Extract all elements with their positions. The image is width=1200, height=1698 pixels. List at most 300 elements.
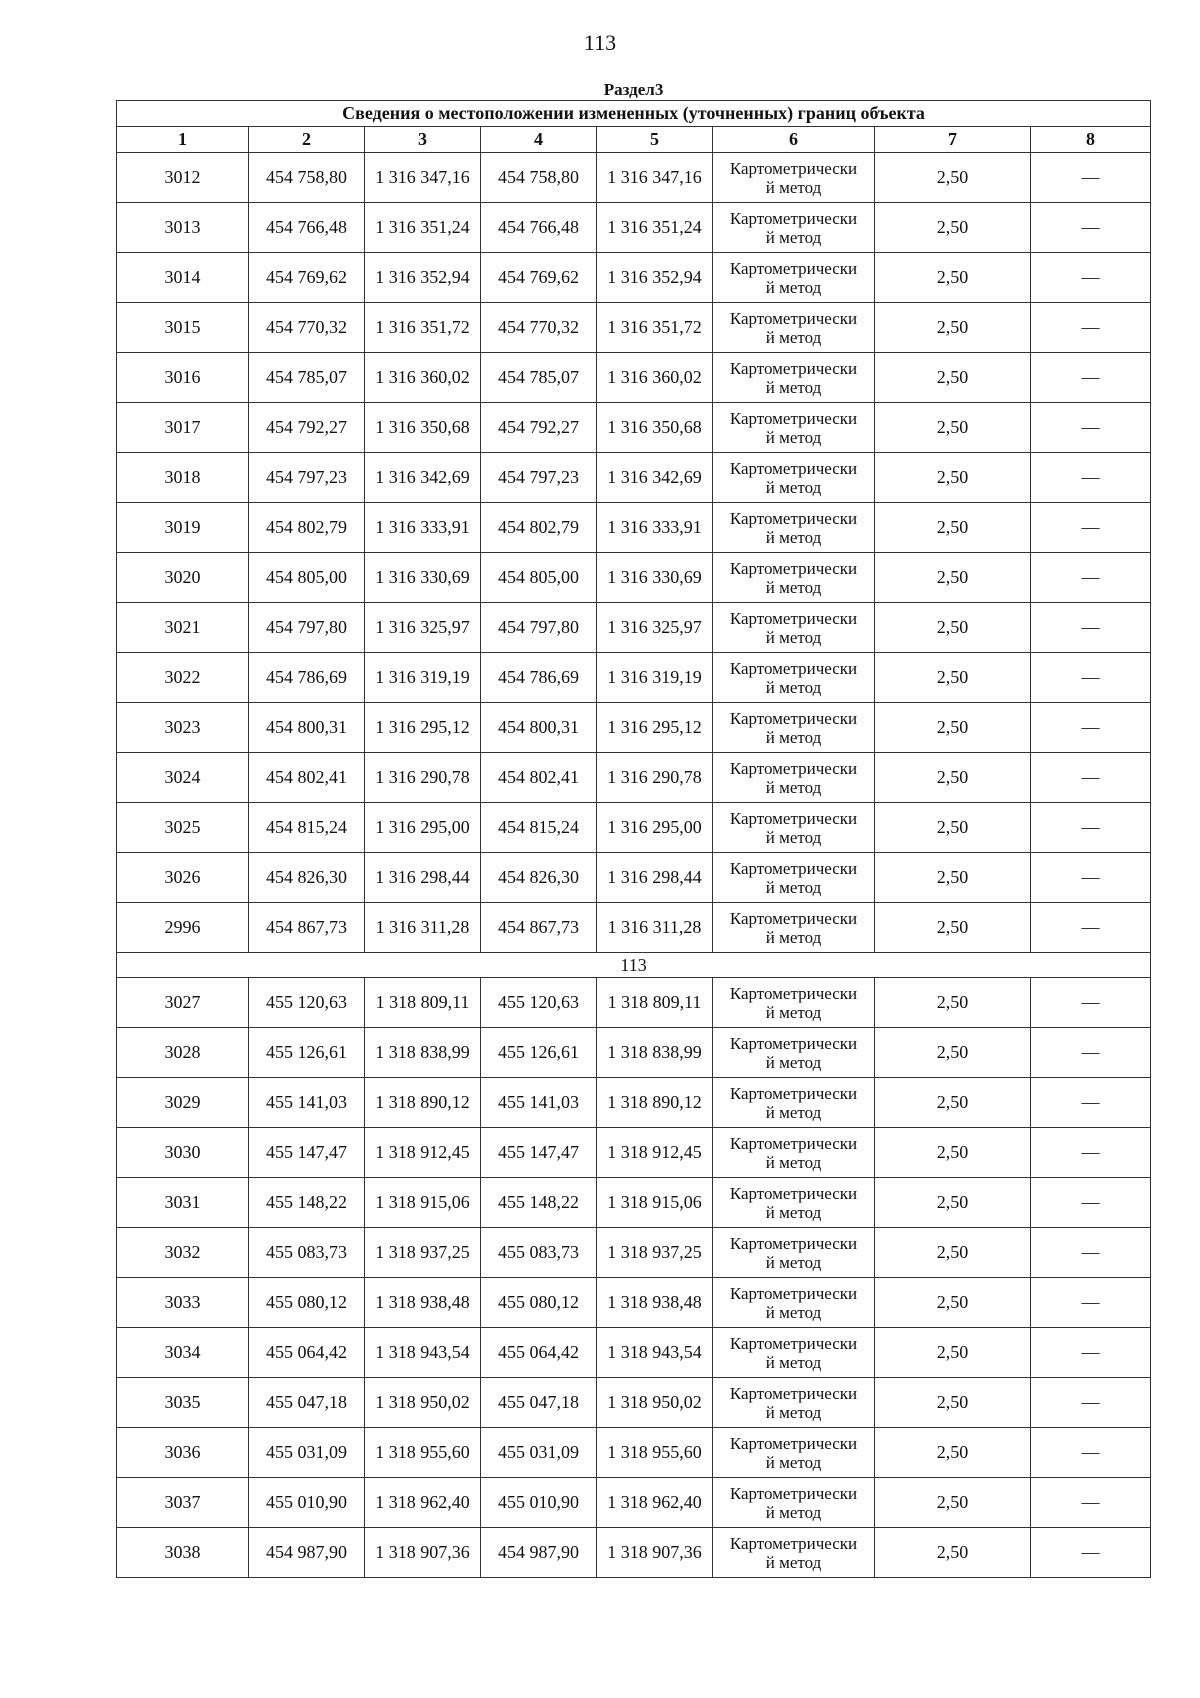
- y-refined-cell: 1 316 290,78: [597, 753, 713, 803]
- table-row: [117, 203, 1151, 253]
- accuracy-cell: 2,50: [875, 1328, 1031, 1378]
- description-cell: —: [1031, 403, 1151, 453]
- table-row: [117, 978, 1151, 1028]
- method-line: й метод: [765, 1452, 822, 1472]
- y-existing-cell: 1 316 351,72: [365, 303, 481, 353]
- point-number-cell: 3034: [117, 1328, 249, 1378]
- x-refined-cell: 455 047,18: [481, 1378, 597, 1428]
- table-row: [117, 153, 1151, 203]
- method-line: Картометрически: [729, 1083, 858, 1103]
- y-existing-cell: 1 316 290,78: [365, 753, 481, 803]
- y-refined-cell: 1 316 311,28: [597, 903, 713, 953]
- table-row: [117, 353, 1151, 403]
- method-cell: [713, 153, 875, 203]
- point-number-cell: 3028: [117, 1028, 249, 1078]
- x-existing-cell: 454 792,27: [249, 403, 365, 453]
- x-refined-cell: 455 141,03: [481, 1078, 597, 1128]
- description-cell: —: [1031, 1078, 1151, 1128]
- x-refined-cell: 454 800,31: [481, 703, 597, 753]
- point-number-cell: 3023: [117, 703, 249, 753]
- y-refined-cell: 1 318 907,36: [597, 1528, 713, 1578]
- x-existing-cell: 455 120,63: [249, 978, 365, 1028]
- description-cell: —: [1031, 253, 1151, 303]
- x-existing-cell: 454 770,32: [249, 303, 365, 353]
- method-line: й метод: [765, 377, 822, 397]
- method-cell: [713, 1478, 875, 1528]
- column-header: 2: [249, 127, 365, 153]
- accuracy-cell: 2,50: [875, 1078, 1031, 1128]
- y-existing-cell: 1 316 330,69: [365, 553, 481, 603]
- description-cell: —: [1031, 1028, 1151, 1078]
- x-refined-cell: 454 802,79: [481, 503, 597, 553]
- point-number-cell: 3033: [117, 1278, 249, 1328]
- x-refined-cell: 454 766,48: [481, 203, 597, 253]
- method-cell: [713, 1328, 875, 1378]
- y-refined-cell: 1 316 298,44: [597, 853, 713, 903]
- group-label: 113: [117, 953, 1151, 978]
- method-line: Картометрически: [729, 308, 858, 328]
- method-line: й метод: [765, 527, 822, 547]
- y-refined-cell: 1 316 325,97: [597, 603, 713, 653]
- method-line: Картометрически: [729, 1533, 858, 1553]
- method-line: й метод: [765, 727, 822, 747]
- description-cell: —: [1031, 153, 1151, 203]
- method-line: й метод: [765, 1252, 822, 1272]
- x-refined-cell: 454 815,24: [481, 803, 597, 853]
- column-header: 1: [117, 127, 249, 153]
- method-line: Картометрически: [729, 1283, 858, 1303]
- method-line: Картометрически: [729, 1033, 858, 1053]
- y-existing-cell: 1 316 298,44: [365, 853, 481, 903]
- method-line: Картометрически: [729, 158, 858, 178]
- x-existing-cell: 454 797,23: [249, 453, 365, 503]
- table-title: Сведения о местоположении измененных (уточненных) границ объекта: [117, 101, 1151, 127]
- method-line: Картометрически: [729, 1383, 858, 1403]
- y-refined-cell: 1 316 333,91: [597, 503, 713, 553]
- point-number-cell: 3037: [117, 1478, 249, 1528]
- y-refined-cell: 1 318 890,12: [597, 1078, 713, 1128]
- description-cell: —: [1031, 1128, 1151, 1178]
- y-existing-cell: 1 316 350,68: [365, 403, 481, 453]
- accuracy-cell: 2,50: [875, 803, 1031, 853]
- y-existing-cell: 1 318 962,40: [365, 1478, 481, 1528]
- x-existing-cell: 454 987,90: [249, 1528, 365, 1578]
- description-cell: —: [1031, 203, 1151, 253]
- y-refined-cell: 1 316 352,94: [597, 253, 713, 303]
- description-cell: —: [1031, 353, 1151, 403]
- description-cell: —: [1031, 503, 1151, 553]
- point-number-cell: 3038: [117, 1528, 249, 1578]
- method-line: й метод: [765, 1202, 822, 1222]
- method-line: Картометрически: [729, 208, 858, 228]
- y-refined-cell: 1 318 943,54: [597, 1328, 713, 1378]
- y-existing-cell: 1 318 907,36: [365, 1528, 481, 1578]
- description-cell: —: [1031, 653, 1151, 703]
- description-cell: —: [1031, 1528, 1151, 1578]
- y-existing-cell: 1 318 915,06: [365, 1178, 481, 1228]
- method-cell: [713, 453, 875, 503]
- method-line: Картометрически: [729, 1483, 858, 1503]
- accuracy-cell: 2,50: [875, 703, 1031, 753]
- point-number-cell: 3020: [117, 553, 249, 603]
- x-existing-cell: 454 785,07: [249, 353, 365, 403]
- method-line: й метод: [765, 927, 822, 947]
- description-cell: —: [1031, 1278, 1151, 1328]
- y-refined-cell: 1 316 342,69: [597, 453, 713, 503]
- x-existing-cell: 455 126,61: [249, 1028, 365, 1078]
- table-row: [117, 1228, 1151, 1278]
- table-row: [117, 253, 1151, 303]
- table-row: [117, 853, 1151, 903]
- table-row: [117, 1478, 1151, 1528]
- group-label-row: [117, 953, 1151, 978]
- method-cell: [713, 1178, 875, 1228]
- y-refined-cell: 1 316 360,02: [597, 353, 713, 403]
- y-existing-cell: 1 316 311,28: [365, 903, 481, 953]
- x-existing-cell: 454 867,73: [249, 903, 365, 953]
- x-refined-cell: 454 769,62: [481, 253, 597, 303]
- x-refined-cell: 455 148,22: [481, 1178, 597, 1228]
- x-existing-cell: 454 766,48: [249, 203, 365, 253]
- description-cell: —: [1031, 553, 1151, 603]
- x-existing-cell: 455 031,09: [249, 1428, 365, 1478]
- accuracy-cell: 2,50: [875, 1278, 1031, 1328]
- point-number-cell: 3012: [117, 153, 249, 203]
- method-line: Картометрически: [729, 258, 858, 278]
- accuracy-cell: 2,50: [875, 253, 1031, 303]
- method-cell: [713, 553, 875, 603]
- accuracy-cell: 2,50: [875, 453, 1031, 503]
- y-refined-cell: 1 318 915,06: [597, 1178, 713, 1228]
- accuracy-cell: 2,50: [875, 603, 1031, 653]
- y-existing-cell: 1 316 342,69: [365, 453, 481, 503]
- table-row: [117, 753, 1151, 803]
- x-refined-cell: 454 797,80: [481, 603, 597, 653]
- accuracy-cell: 2,50: [875, 1128, 1031, 1178]
- y-existing-cell: 1 316 347,16: [365, 153, 481, 203]
- point-number-cell: 2996: [117, 903, 249, 953]
- method-line: й метод: [765, 327, 822, 347]
- method-cell: [713, 1428, 875, 1478]
- description-cell: —: [1031, 803, 1151, 853]
- y-refined-cell: 1 316 350,68: [597, 403, 713, 453]
- point-number-cell: 3030: [117, 1128, 249, 1178]
- x-refined-cell: 454 785,07: [481, 353, 597, 403]
- method-cell: [713, 1128, 875, 1178]
- description-cell: —: [1031, 303, 1151, 353]
- point-number-cell: 3015: [117, 303, 249, 353]
- method-cell: [713, 403, 875, 453]
- table-row: [117, 603, 1151, 653]
- method-cell: [713, 203, 875, 253]
- accuracy-cell: 2,50: [875, 1028, 1031, 1078]
- accuracy-cell: 2,50: [875, 403, 1031, 453]
- method-line: й метод: [765, 1302, 822, 1322]
- x-refined-cell: 454 792,27: [481, 403, 597, 453]
- column-header: 5: [597, 127, 713, 153]
- accuracy-cell: 2,50: [875, 503, 1031, 553]
- description-cell: —: [1031, 1178, 1151, 1228]
- table-row: [117, 1428, 1151, 1478]
- y-refined-cell: 1 318 809,11: [597, 978, 713, 1028]
- method-line: Картометрически: [729, 408, 858, 428]
- method-line: й метод: [765, 827, 822, 847]
- accuracy-cell: 2,50: [875, 1528, 1031, 1578]
- x-refined-cell: 454 867,73: [481, 903, 597, 953]
- table-title-row: [117, 101, 1151, 127]
- point-number-cell: 3036: [117, 1428, 249, 1478]
- accuracy-cell: 2,50: [875, 753, 1031, 803]
- y-existing-cell: 1 316 325,97: [365, 603, 481, 653]
- column-header-row: [117, 127, 1151, 153]
- accuracy-cell: 2,50: [875, 1428, 1031, 1478]
- method-line: й метод: [765, 1502, 822, 1522]
- y-refined-cell: 1 318 937,25: [597, 1228, 713, 1278]
- method-line: Картометрически: [729, 908, 858, 928]
- method-cell: [713, 1378, 875, 1428]
- method-line: Картометрически: [729, 358, 858, 378]
- x-refined-cell: 455 080,12: [481, 1278, 597, 1328]
- method-cell: [713, 653, 875, 703]
- x-refined-cell: 455 031,09: [481, 1428, 597, 1478]
- accuracy-cell: 2,50: [875, 1228, 1031, 1278]
- method-line: Картометрически: [729, 1183, 858, 1203]
- x-refined-cell: 455 010,90: [481, 1478, 597, 1528]
- description-cell: —: [1031, 1428, 1151, 1478]
- accuracy-cell: 2,50: [875, 903, 1031, 953]
- point-number-cell: 3017: [117, 403, 249, 453]
- column-header: 4: [481, 127, 597, 153]
- description-cell: —: [1031, 703, 1151, 753]
- description-cell: —: [1031, 903, 1151, 953]
- method-line: й метод: [765, 627, 822, 647]
- y-refined-cell: 1 316 295,12: [597, 703, 713, 753]
- point-number-cell: 3035: [117, 1378, 249, 1428]
- boundary-coordinates-table: [116, 80, 1151, 1578]
- x-refined-cell: 455 147,47: [481, 1128, 597, 1178]
- table-row: [117, 653, 1151, 703]
- method-line: Картометрически: [729, 658, 858, 678]
- y-refined-cell: 1 318 950,02: [597, 1378, 713, 1428]
- method-line: Картометрически: [729, 1133, 858, 1153]
- method-cell: [713, 1278, 875, 1328]
- accuracy-cell: 2,50: [875, 1178, 1031, 1228]
- table-row: [117, 1028, 1151, 1078]
- x-existing-cell: 454 802,79: [249, 503, 365, 553]
- x-existing-cell: 454 758,80: [249, 153, 365, 203]
- point-number-cell: 3025: [117, 803, 249, 853]
- accuracy-cell: 2,50: [875, 353, 1031, 403]
- y-refined-cell: 1 316 295,00: [597, 803, 713, 853]
- method-cell: [713, 903, 875, 953]
- y-existing-cell: 1 316 295,12: [365, 703, 481, 753]
- method-line: й метод: [765, 1052, 822, 1072]
- table-row: [117, 403, 1151, 453]
- y-existing-cell: 1 318 890,12: [365, 1078, 481, 1128]
- description-cell: —: [1031, 978, 1151, 1028]
- x-refined-cell: 454 802,41: [481, 753, 597, 803]
- x-existing-cell: 454 786,69: [249, 653, 365, 703]
- method-line: й метод: [765, 1552, 822, 1572]
- y-existing-cell: 1 318 838,99: [365, 1028, 481, 1078]
- method-cell: [713, 1228, 875, 1278]
- x-existing-cell: 454 797,80: [249, 603, 365, 653]
- description-cell: —: [1031, 1378, 1151, 1428]
- method-cell: [713, 353, 875, 403]
- x-existing-cell: 455 010,90: [249, 1478, 365, 1528]
- y-existing-cell: 1 318 937,25: [365, 1228, 481, 1278]
- table-row: [117, 1328, 1151, 1378]
- method-cell: [713, 603, 875, 653]
- column-header: 3: [365, 127, 481, 153]
- x-refined-cell: 455 126,61: [481, 1028, 597, 1078]
- x-refined-cell: 454 987,90: [481, 1528, 597, 1578]
- y-existing-cell: 1 318 809,11: [365, 978, 481, 1028]
- x-existing-cell: 455 064,42: [249, 1328, 365, 1378]
- y-refined-cell: 1 318 962,40: [597, 1478, 713, 1528]
- point-number-cell: 3014: [117, 253, 249, 303]
- description-cell: —: [1031, 1328, 1151, 1378]
- accuracy-cell: 2,50: [875, 203, 1031, 253]
- point-number-cell: 3019: [117, 503, 249, 553]
- method-line: Картометрически: [729, 1433, 858, 1453]
- x-existing-cell: 454 769,62: [249, 253, 365, 303]
- point-number-cell: 3021: [117, 603, 249, 653]
- section-row: [117, 80, 1151, 101]
- method-line: й метод: [765, 1152, 822, 1172]
- table-row: [117, 1078, 1151, 1128]
- x-refined-cell: 455 120,63: [481, 978, 597, 1028]
- y-refined-cell: 1 318 838,99: [597, 1028, 713, 1078]
- y-existing-cell: 1 316 352,94: [365, 253, 481, 303]
- method-cell: [713, 753, 875, 803]
- method-line: Картометрически: [729, 558, 858, 578]
- method-line: й метод: [765, 777, 822, 797]
- column-header: 8: [1031, 127, 1151, 153]
- point-number-cell: 3016: [117, 353, 249, 403]
- method-cell: [713, 803, 875, 853]
- x-refined-cell: 454 797,23: [481, 453, 597, 503]
- method-cell: [713, 503, 875, 553]
- y-refined-cell: 1 316 347,16: [597, 153, 713, 203]
- table-row: [117, 303, 1151, 353]
- table-row: [117, 503, 1151, 553]
- column-header: 7: [875, 127, 1031, 153]
- point-number-cell: 3032: [117, 1228, 249, 1278]
- point-number-cell: 3022: [117, 653, 249, 703]
- method-line: й метод: [765, 1102, 822, 1122]
- y-existing-cell: 1 316 351,24: [365, 203, 481, 253]
- table-row: [117, 1278, 1151, 1328]
- y-existing-cell: 1 316 360,02: [365, 353, 481, 403]
- description-cell: —: [1031, 753, 1151, 803]
- method-cell: [713, 1528, 875, 1578]
- method-cell: [713, 253, 875, 303]
- point-number-cell: 3018: [117, 453, 249, 503]
- x-existing-cell: 454 802,41: [249, 753, 365, 803]
- method-cell: [713, 703, 875, 753]
- accuracy-cell: 2,50: [875, 978, 1031, 1028]
- x-refined-cell: 454 758,80: [481, 153, 597, 203]
- x-refined-cell: 455 064,42: [481, 1328, 597, 1378]
- method-line: Картометрически: [729, 508, 858, 528]
- y-refined-cell: 1 318 938,48: [597, 1278, 713, 1328]
- method-line: Картометрически: [729, 858, 858, 878]
- y-refined-cell: 1 318 912,45: [597, 1128, 713, 1178]
- method-line: Картометрически: [729, 1233, 858, 1253]
- method-line: й метод: [765, 677, 822, 697]
- point-number-cell: 3029: [117, 1078, 249, 1128]
- y-refined-cell: 1 316 351,72: [597, 303, 713, 353]
- method-line: Картометрически: [729, 458, 858, 478]
- description-cell: —: [1031, 453, 1151, 503]
- point-number-cell: 3027: [117, 978, 249, 1028]
- method-line: Картометрически: [729, 983, 858, 1003]
- method-cell: [713, 853, 875, 903]
- method-line: й метод: [765, 177, 822, 197]
- x-existing-cell: 455 141,03: [249, 1078, 365, 1128]
- table-row: [117, 903, 1151, 953]
- point-number-cell: 3026: [117, 853, 249, 903]
- method-line: Картометрически: [729, 808, 858, 828]
- y-existing-cell: 1 318 955,60: [365, 1428, 481, 1478]
- method-line: й метод: [765, 1002, 822, 1022]
- table-row: [117, 1378, 1151, 1428]
- table-row: [117, 803, 1151, 853]
- point-number-cell: 3013: [117, 203, 249, 253]
- table-row: [117, 1178, 1151, 1228]
- method-line: Картометрически: [729, 758, 858, 778]
- accuracy-cell: 2,50: [875, 303, 1031, 353]
- x-existing-cell: 455 047,18: [249, 1378, 365, 1428]
- accuracy-cell: 2,50: [875, 653, 1031, 703]
- accuracy-cell: 2,50: [875, 153, 1031, 203]
- description-cell: —: [1031, 1228, 1151, 1278]
- x-refined-cell: 454 826,30: [481, 853, 597, 903]
- table-row: [117, 553, 1151, 603]
- table-body: [117, 80, 1151, 1578]
- accuracy-cell: 2,50: [875, 553, 1031, 603]
- section-label: Раздел3: [603, 80, 664, 99]
- method-line: Картометрически: [729, 608, 858, 628]
- description-cell: —: [1031, 853, 1151, 903]
- x-refined-cell: 454 770,32: [481, 303, 597, 353]
- method-line: й метод: [765, 1402, 822, 1422]
- x-refined-cell: 455 083,73: [481, 1228, 597, 1278]
- method-line: й метод: [765, 1352, 822, 1372]
- method-line: й метод: [765, 427, 822, 447]
- column-header: 6: [713, 127, 875, 153]
- method-cell: [713, 1078, 875, 1128]
- description-cell: —: [1031, 1478, 1151, 1528]
- y-existing-cell: 1 318 938,48: [365, 1278, 481, 1328]
- method-cell: [713, 978, 875, 1028]
- x-existing-cell: 454 826,30: [249, 853, 365, 903]
- x-existing-cell: 455 148,22: [249, 1178, 365, 1228]
- y-existing-cell: 1 318 912,45: [365, 1128, 481, 1178]
- method-line: й метод: [765, 577, 822, 597]
- y-existing-cell: 1 318 943,54: [365, 1328, 481, 1378]
- method-line: й метод: [765, 277, 822, 297]
- x-existing-cell: 454 805,00: [249, 553, 365, 603]
- y-refined-cell: 1 316 351,24: [597, 203, 713, 253]
- point-number-cell: 3024: [117, 753, 249, 803]
- table-row: [117, 453, 1151, 503]
- y-refined-cell: 1 318 955,60: [597, 1428, 713, 1478]
- table-row: [117, 1528, 1151, 1578]
- method-line: й метод: [765, 477, 822, 497]
- x-refined-cell: 454 805,00: [481, 553, 597, 603]
